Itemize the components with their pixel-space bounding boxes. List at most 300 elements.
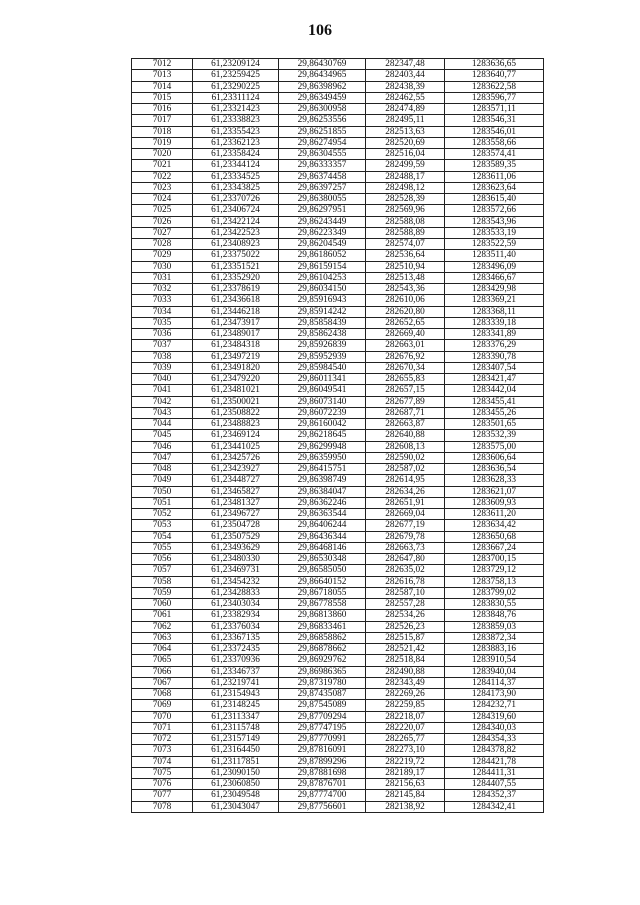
longitude-cell: 29,86034150 bbox=[279, 284, 366, 295]
latitude-cell: 61,23436618 bbox=[193, 295, 279, 306]
latitude-cell: 61,23362123 bbox=[193, 137, 279, 148]
y-coordinate-cell: 1283558,66 bbox=[445, 137, 544, 148]
y-coordinate-cell: 1283501,65 bbox=[445, 419, 544, 430]
table-row bbox=[132, 509, 544, 520]
latitude-cell: 61,23425726 bbox=[193, 452, 279, 463]
table-row bbox=[132, 722, 544, 733]
x-coordinate-cell: 282488,17 bbox=[366, 171, 445, 182]
x-coordinate-cell: 282528,39 bbox=[366, 194, 445, 205]
longitude-cell: 29,85952939 bbox=[279, 351, 366, 362]
longitude-cell: 29,86218645 bbox=[279, 430, 366, 441]
latitude-cell: 61,23508822 bbox=[193, 407, 279, 418]
point-number-cell: 7031 bbox=[132, 272, 193, 283]
longitude-cell: 29,86072239 bbox=[279, 407, 366, 418]
latitude-cell: 61,23376034 bbox=[193, 621, 279, 632]
x-coordinate-cell: 282218,07 bbox=[366, 711, 445, 722]
x-coordinate-cell: 282588,89 bbox=[366, 227, 445, 238]
longitude-cell: 29,87770991 bbox=[279, 734, 366, 745]
table-row bbox=[132, 520, 544, 531]
point-number-cell: 7035 bbox=[132, 317, 193, 328]
latitude-cell: 61,23219741 bbox=[193, 677, 279, 688]
y-coordinate-cell: 1283546,31 bbox=[445, 115, 544, 126]
table-row bbox=[132, 227, 544, 238]
table-row bbox=[132, 419, 544, 430]
y-coordinate-cell: 1284421,78 bbox=[445, 756, 544, 767]
point-number-cell: 7047 bbox=[132, 452, 193, 463]
latitude-cell: 61,23488823 bbox=[193, 419, 279, 430]
latitude-cell: 61,23375022 bbox=[193, 250, 279, 261]
point-number-cell: 7049 bbox=[132, 475, 193, 486]
y-coordinate-cell: 1284232,71 bbox=[445, 700, 544, 711]
y-coordinate-cell: 1284352,37 bbox=[445, 790, 544, 801]
y-coordinate-cell: 1283650,68 bbox=[445, 531, 544, 542]
table-row bbox=[132, 576, 544, 587]
table-row bbox=[132, 711, 544, 722]
longitude-cell: 29,86406244 bbox=[279, 520, 366, 531]
y-coordinate-cell: 1283442,04 bbox=[445, 385, 544, 396]
latitude-cell: 61,23382934 bbox=[193, 610, 279, 621]
latitude-cell: 61,23408923 bbox=[193, 239, 279, 250]
longitude-cell: 29,86778558 bbox=[279, 599, 366, 610]
y-coordinate-cell: 1283634,42 bbox=[445, 520, 544, 531]
x-coordinate-cell: 282677,19 bbox=[366, 520, 445, 531]
table-row bbox=[132, 385, 544, 396]
latitude-cell: 61,23351521 bbox=[193, 261, 279, 272]
x-coordinate-cell: 282520,69 bbox=[366, 137, 445, 148]
table-row bbox=[132, 430, 544, 441]
longitude-cell: 29,86274954 bbox=[279, 137, 366, 148]
y-coordinate-cell: 1284354,33 bbox=[445, 734, 544, 745]
point-number-cell: 7016 bbox=[132, 104, 193, 115]
longitude-cell: 29,86160042 bbox=[279, 419, 366, 430]
x-coordinate-cell: 282347,48 bbox=[366, 59, 445, 70]
longitude-cell: 29,87816091 bbox=[279, 745, 366, 756]
y-coordinate-cell: 1284407,55 bbox=[445, 779, 544, 790]
latitude-cell: 61,23370936 bbox=[193, 655, 279, 666]
point-number-cell: 7040 bbox=[132, 374, 193, 385]
y-coordinate-cell: 1283596,77 bbox=[445, 92, 544, 103]
point-number-cell: 7069 bbox=[132, 700, 193, 711]
table-row bbox=[132, 801, 544, 812]
longitude-cell: 29,86349459 bbox=[279, 92, 366, 103]
x-coordinate-cell: 282513,63 bbox=[366, 126, 445, 137]
y-coordinate-cell: 1283571,11 bbox=[445, 104, 544, 115]
x-coordinate-cell: 282513,48 bbox=[366, 272, 445, 283]
longitude-cell: 29,86398749 bbox=[279, 475, 366, 486]
table-row bbox=[132, 644, 544, 655]
x-coordinate-cell: 282677,89 bbox=[366, 396, 445, 407]
x-coordinate-cell: 282536,64 bbox=[366, 250, 445, 261]
latitude-cell: 61,23469124 bbox=[193, 430, 279, 441]
y-coordinate-cell: 1283606,64 bbox=[445, 452, 544, 463]
longitude-cell: 29,87774700 bbox=[279, 790, 366, 801]
x-coordinate-cell: 282438,39 bbox=[366, 81, 445, 92]
y-coordinate-cell: 1283623,64 bbox=[445, 182, 544, 193]
latitude-cell: 61,23378619 bbox=[193, 284, 279, 295]
point-number-cell: 7054 bbox=[132, 531, 193, 542]
x-coordinate-cell: 282343,49 bbox=[366, 677, 445, 688]
x-coordinate-cell: 282259,85 bbox=[366, 700, 445, 711]
x-coordinate-cell: 282516,04 bbox=[366, 149, 445, 160]
table-row bbox=[132, 790, 544, 801]
table-row bbox=[132, 205, 544, 216]
point-number-cell: 7015 bbox=[132, 92, 193, 103]
x-coordinate-cell: 282663,01 bbox=[366, 340, 445, 351]
y-coordinate-cell: 1283910,54 bbox=[445, 655, 544, 666]
latitude-cell: 61,23355423 bbox=[193, 126, 279, 137]
table-row bbox=[132, 272, 544, 283]
latitude-cell: 61,23493629 bbox=[193, 542, 279, 553]
latitude-cell: 61,23454232 bbox=[193, 576, 279, 587]
longitude-cell: 29,86251855 bbox=[279, 126, 366, 137]
table-row bbox=[132, 486, 544, 497]
point-number-cell: 7039 bbox=[132, 362, 193, 373]
table-row bbox=[132, 362, 544, 373]
point-number-cell: 7061 bbox=[132, 610, 193, 621]
point-number-cell: 7046 bbox=[132, 441, 193, 452]
x-coordinate-cell: 282189,17 bbox=[366, 767, 445, 778]
point-number-cell: 7042 bbox=[132, 396, 193, 407]
point-number-cell: 7027 bbox=[132, 227, 193, 238]
point-number-cell: 7022 bbox=[132, 171, 193, 182]
x-coordinate-cell: 282663,73 bbox=[366, 542, 445, 553]
longitude-cell: 29,86384047 bbox=[279, 486, 366, 497]
point-number-cell: 7012 bbox=[132, 59, 193, 70]
longitude-cell: 29,86049541 bbox=[279, 385, 366, 396]
point-number-cell: 7038 bbox=[132, 351, 193, 362]
point-number-cell: 7024 bbox=[132, 194, 193, 205]
latitude-cell: 61,23465827 bbox=[193, 486, 279, 497]
point-number-cell: 7064 bbox=[132, 644, 193, 655]
x-coordinate-cell: 282587,10 bbox=[366, 587, 445, 598]
x-coordinate-cell: 282521,42 bbox=[366, 644, 445, 655]
y-coordinate-cell: 1283466,67 bbox=[445, 272, 544, 283]
table-row bbox=[132, 70, 544, 81]
table-row bbox=[132, 407, 544, 418]
latitude-cell: 61,23481021 bbox=[193, 385, 279, 396]
y-coordinate-cell: 1283533,19 bbox=[445, 227, 544, 238]
table-row bbox=[132, 306, 544, 317]
y-coordinate-cell: 1283532,39 bbox=[445, 430, 544, 441]
table-row bbox=[132, 767, 544, 778]
longitude-cell: 29,86304555 bbox=[279, 149, 366, 160]
y-coordinate-cell: 1284411,31 bbox=[445, 767, 544, 778]
point-number-cell: 7078 bbox=[132, 801, 193, 812]
table-row bbox=[132, 92, 544, 103]
table-row bbox=[132, 115, 544, 126]
y-coordinate-cell: 1283522,59 bbox=[445, 239, 544, 250]
point-number-cell: 7053 bbox=[132, 520, 193, 531]
point-number-cell: 7072 bbox=[132, 734, 193, 745]
x-coordinate-cell: 282145,84 bbox=[366, 790, 445, 801]
table-row bbox=[132, 182, 544, 193]
longitude-cell: 29,86104253 bbox=[279, 272, 366, 283]
longitude-cell: 29,86430769 bbox=[279, 59, 366, 70]
table-row bbox=[132, 666, 544, 677]
latitude-cell: 61,23403034 bbox=[193, 599, 279, 610]
x-coordinate-cell: 282543,36 bbox=[366, 284, 445, 295]
y-coordinate-cell: 1283729,12 bbox=[445, 565, 544, 576]
longitude-cell: 29,86299948 bbox=[279, 441, 366, 452]
longitude-cell: 29,85926839 bbox=[279, 340, 366, 351]
y-coordinate-cell: 1283700,15 bbox=[445, 554, 544, 565]
table-row bbox=[132, 779, 544, 790]
point-number-cell: 7034 bbox=[132, 306, 193, 317]
latitude-cell: 61,23484318 bbox=[193, 340, 279, 351]
x-coordinate-cell: 282676,92 bbox=[366, 351, 445, 362]
longitude-cell: 29,85916943 bbox=[279, 295, 366, 306]
latitude-cell: 61,23491820 bbox=[193, 362, 279, 373]
latitude-cell: 61,23358424 bbox=[193, 149, 279, 160]
y-coordinate-cell: 1283589,35 bbox=[445, 160, 544, 171]
x-coordinate-cell: 282651,91 bbox=[366, 497, 445, 508]
table-row bbox=[132, 700, 544, 711]
latitude-cell: 61,23343825 bbox=[193, 182, 279, 193]
latitude-cell: 61,23352920 bbox=[193, 272, 279, 283]
y-coordinate-cell: 1283640,77 bbox=[445, 70, 544, 81]
y-coordinate-cell: 1283429,98 bbox=[445, 284, 544, 295]
latitude-cell: 61,23473917 bbox=[193, 317, 279, 328]
point-number-cell: 7052 bbox=[132, 509, 193, 520]
point-number-cell: 7043 bbox=[132, 407, 193, 418]
longitude-cell: 29,86640152 bbox=[279, 576, 366, 587]
x-coordinate-cell: 282474,89 bbox=[366, 104, 445, 115]
table-row bbox=[132, 329, 544, 340]
y-coordinate-cell: 1283883,16 bbox=[445, 644, 544, 655]
x-coordinate-cell: 282273,10 bbox=[366, 745, 445, 756]
point-number-cell: 7071 bbox=[132, 722, 193, 733]
longitude-cell: 29,86929762 bbox=[279, 655, 366, 666]
latitude-cell: 61,23496727 bbox=[193, 509, 279, 520]
table-row bbox=[132, 216, 544, 227]
latitude-cell: 61,23367135 bbox=[193, 632, 279, 643]
y-coordinate-cell: 1283575,00 bbox=[445, 441, 544, 452]
point-number-cell: 7019 bbox=[132, 137, 193, 148]
y-coordinate-cell: 1283511,40 bbox=[445, 250, 544, 261]
point-number-cell: 7062 bbox=[132, 621, 193, 632]
longitude-cell: 29,87319780 bbox=[279, 677, 366, 688]
x-coordinate-cell: 282269,26 bbox=[366, 689, 445, 700]
point-number-cell: 7074 bbox=[132, 756, 193, 767]
longitude-cell: 29,86833461 bbox=[279, 621, 366, 632]
longitude-cell: 29,86243449 bbox=[279, 216, 366, 227]
longitude-cell: 29,86300958 bbox=[279, 104, 366, 115]
latitude-cell: 61,23481327 bbox=[193, 497, 279, 508]
longitude-cell: 29,86333357 bbox=[279, 160, 366, 171]
point-number-cell: 7033 bbox=[132, 295, 193, 306]
longitude-cell: 29,87876701 bbox=[279, 779, 366, 790]
longitude-cell: 29,86986365 bbox=[279, 666, 366, 677]
y-coordinate-cell: 1283546,01 bbox=[445, 126, 544, 137]
point-number-cell: 7050 bbox=[132, 486, 193, 497]
latitude-cell: 61,23117851 bbox=[193, 756, 279, 767]
latitude-cell: 61,23497219 bbox=[193, 351, 279, 362]
y-coordinate-cell: 1284173,90 bbox=[445, 689, 544, 700]
longitude-cell: 29,86858862 bbox=[279, 632, 366, 643]
point-number-cell: 7025 bbox=[132, 205, 193, 216]
latitude-cell: 61,23321423 bbox=[193, 104, 279, 115]
table-row bbox=[132, 261, 544, 272]
point-number-cell: 7051 bbox=[132, 497, 193, 508]
table-row bbox=[132, 137, 544, 148]
point-number-cell: 7028 bbox=[132, 239, 193, 250]
table-row bbox=[132, 734, 544, 745]
table-row bbox=[132, 194, 544, 205]
y-coordinate-cell: 1283574,41 bbox=[445, 149, 544, 160]
latitude-cell: 61,23422124 bbox=[193, 216, 279, 227]
point-number-cell: 7018 bbox=[132, 126, 193, 137]
point-number-cell: 7055 bbox=[132, 542, 193, 553]
table-row bbox=[132, 396, 544, 407]
x-coordinate-cell: 282669,04 bbox=[366, 509, 445, 520]
x-coordinate-cell: 282635,02 bbox=[366, 565, 445, 576]
y-coordinate-cell: 1283636,54 bbox=[445, 464, 544, 475]
latitude-cell: 61,23448727 bbox=[193, 475, 279, 486]
table-row bbox=[132, 250, 544, 261]
table-row bbox=[132, 610, 544, 621]
x-coordinate-cell: 282588,08 bbox=[366, 216, 445, 227]
y-coordinate-cell: 1283667,24 bbox=[445, 542, 544, 553]
y-coordinate-cell: 1283859,03 bbox=[445, 621, 544, 632]
point-number-cell: 7013 bbox=[132, 70, 193, 81]
y-coordinate-cell: 1283421,47 bbox=[445, 374, 544, 385]
latitude-cell: 61,23043047 bbox=[193, 801, 279, 812]
x-coordinate-cell: 282569,96 bbox=[366, 205, 445, 216]
x-coordinate-cell: 282526,23 bbox=[366, 621, 445, 632]
longitude-cell: 29,86436344 bbox=[279, 531, 366, 542]
latitude-cell: 61,23423927 bbox=[193, 464, 279, 475]
latitude-cell: 61,23500021 bbox=[193, 396, 279, 407]
table-row bbox=[132, 655, 544, 666]
y-coordinate-cell: 1283940,04 bbox=[445, 666, 544, 677]
latitude-cell: 61,23446218 bbox=[193, 306, 279, 317]
point-number-cell: 7044 bbox=[132, 419, 193, 430]
point-number-cell: 7075 bbox=[132, 767, 193, 778]
longitude-cell: 29,86398962 bbox=[279, 81, 366, 92]
x-coordinate-cell: 282616,78 bbox=[366, 576, 445, 587]
longitude-cell: 29,86530348 bbox=[279, 554, 366, 565]
latitude-cell: 61,23480330 bbox=[193, 554, 279, 565]
page-number: 106 bbox=[308, 22, 332, 39]
latitude-cell: 61,23507529 bbox=[193, 531, 279, 542]
latitude-cell: 61,23428833 bbox=[193, 587, 279, 598]
point-number-cell: 7060 bbox=[132, 599, 193, 610]
x-coordinate-cell: 282518,84 bbox=[366, 655, 445, 666]
table-row bbox=[132, 126, 544, 137]
latitude-cell: 61,23090150 bbox=[193, 767, 279, 778]
longitude-cell: 29,86718055 bbox=[279, 587, 366, 598]
latitude-cell: 61,23504728 bbox=[193, 520, 279, 531]
y-coordinate-cell: 1283848,76 bbox=[445, 610, 544, 621]
table-row bbox=[132, 149, 544, 160]
longitude-cell: 29,86186052 bbox=[279, 250, 366, 261]
point-number-cell: 7048 bbox=[132, 464, 193, 475]
x-coordinate-cell: 282490,88 bbox=[366, 666, 445, 677]
y-coordinate-cell: 1283622,58 bbox=[445, 81, 544, 92]
latitude-cell: 61,23479220 bbox=[193, 374, 279, 385]
longitude-cell: 29,87435087 bbox=[279, 689, 366, 700]
longitude-cell: 29,86434965 bbox=[279, 70, 366, 81]
longitude-cell: 29,86380055 bbox=[279, 194, 366, 205]
y-coordinate-cell: 1283455,26 bbox=[445, 407, 544, 418]
point-number-cell: 7056 bbox=[132, 554, 193, 565]
point-number-cell: 7032 bbox=[132, 284, 193, 295]
x-coordinate-cell: 282590,02 bbox=[366, 452, 445, 463]
x-coordinate-cell: 282156,63 bbox=[366, 779, 445, 790]
latitude-cell: 61,23115748 bbox=[193, 722, 279, 733]
x-coordinate-cell: 282610,06 bbox=[366, 295, 445, 306]
longitude-cell: 29,86878662 bbox=[279, 644, 366, 655]
latitude-cell: 61,23344124 bbox=[193, 160, 279, 171]
y-coordinate-cell: 1283339,18 bbox=[445, 317, 544, 328]
point-number-cell: 7020 bbox=[132, 149, 193, 160]
table-row bbox=[132, 374, 544, 385]
point-number-cell: 7023 bbox=[132, 182, 193, 193]
coordinates-table-body bbox=[132, 59, 544, 813]
y-coordinate-cell: 1283611,20 bbox=[445, 509, 544, 520]
table-row bbox=[132, 587, 544, 598]
latitude-cell: 61,23338823 bbox=[193, 115, 279, 126]
y-coordinate-cell: 1283572,66 bbox=[445, 205, 544, 216]
x-coordinate-cell: 282655,83 bbox=[366, 374, 445, 385]
latitude-cell: 61,23060850 bbox=[193, 779, 279, 790]
y-coordinate-cell: 1283407,54 bbox=[445, 362, 544, 373]
y-coordinate-cell: 1283455,41 bbox=[445, 396, 544, 407]
point-number-cell: 7067 bbox=[132, 677, 193, 688]
point-number-cell: 7021 bbox=[132, 160, 193, 171]
x-coordinate-cell: 282620,80 bbox=[366, 306, 445, 317]
point-number-cell: 7030 bbox=[132, 261, 193, 272]
table-row bbox=[132, 441, 544, 452]
table-row bbox=[132, 745, 544, 756]
table-row bbox=[132, 59, 544, 70]
y-coordinate-cell: 1283615,40 bbox=[445, 194, 544, 205]
longitude-cell: 29,87545089 bbox=[279, 700, 366, 711]
x-coordinate-cell: 282219,72 bbox=[366, 756, 445, 767]
x-coordinate-cell: 282679,78 bbox=[366, 531, 445, 542]
longitude-cell: 29,87881698 bbox=[279, 767, 366, 778]
longitude-cell: 29,86297951 bbox=[279, 205, 366, 216]
table-row bbox=[132, 542, 544, 553]
longitude-cell: 29,86397257 bbox=[279, 182, 366, 193]
x-coordinate-cell: 282499,59 bbox=[366, 160, 445, 171]
y-coordinate-cell: 1284378,82 bbox=[445, 745, 544, 756]
y-coordinate-cell: 1283609,93 bbox=[445, 497, 544, 508]
longitude-cell: 29,87756601 bbox=[279, 801, 366, 812]
x-coordinate-cell: 282557,28 bbox=[366, 599, 445, 610]
x-coordinate-cell: 282574,07 bbox=[366, 239, 445, 250]
y-coordinate-cell: 1284340,03 bbox=[445, 722, 544, 733]
longitude-cell: 29,85984540 bbox=[279, 362, 366, 373]
y-coordinate-cell: 1283341,89 bbox=[445, 329, 544, 340]
y-coordinate-cell: 1283621,07 bbox=[445, 486, 544, 497]
latitude-cell: 61,23370726 bbox=[193, 194, 279, 205]
x-coordinate-cell: 282687,71 bbox=[366, 407, 445, 418]
latitude-cell: 61,23049548 bbox=[193, 790, 279, 801]
longitude-cell: 29,85914242 bbox=[279, 306, 366, 317]
point-number-cell: 7068 bbox=[132, 689, 193, 700]
latitude-cell: 61,23259425 bbox=[193, 70, 279, 81]
point-number-cell: 7057 bbox=[132, 565, 193, 576]
y-coordinate-cell: 1283799,02 bbox=[445, 587, 544, 598]
x-coordinate-cell: 282652,65 bbox=[366, 317, 445, 328]
point-number-cell: 7073 bbox=[132, 745, 193, 756]
x-coordinate-cell: 282608,13 bbox=[366, 441, 445, 452]
longitude-cell: 29,86204549 bbox=[279, 239, 366, 250]
y-coordinate-cell: 1283611,06 bbox=[445, 171, 544, 182]
y-coordinate-cell: 1283496,09 bbox=[445, 261, 544, 272]
longitude-cell: 29,86585050 bbox=[279, 565, 366, 576]
